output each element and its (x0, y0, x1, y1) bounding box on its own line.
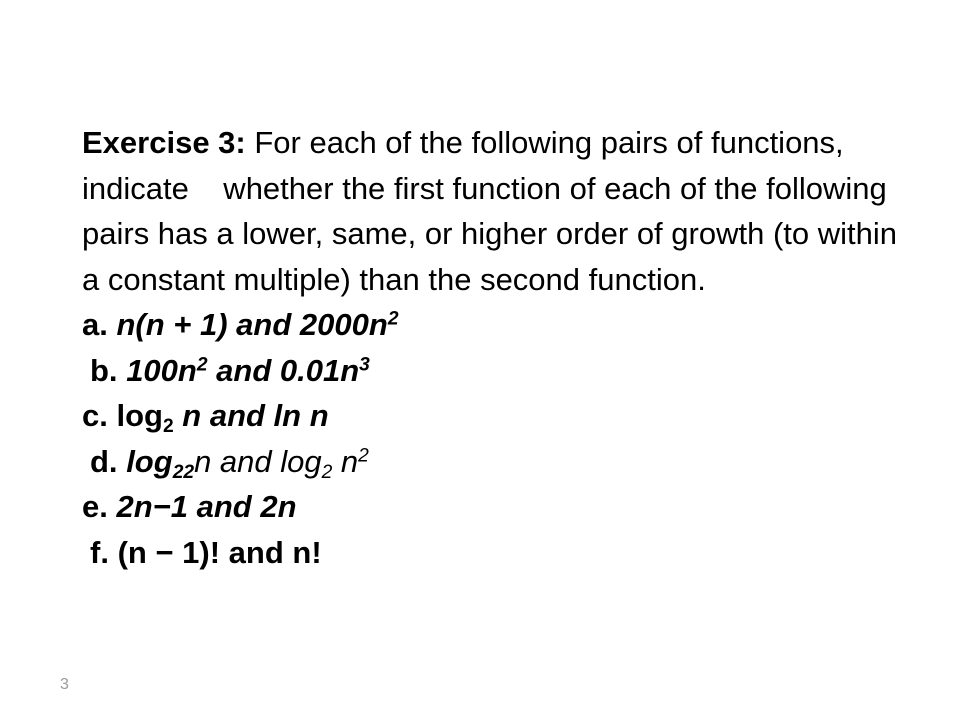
item-b-part1: 100n (126, 352, 197, 388)
item-b-letter: b. (90, 352, 118, 388)
item-a-part1: n(n + 1) and 2000n (116, 307, 388, 342)
item-e-expr: 2n−1 and 2n (116, 489, 297, 524)
item-c (82, 393, 902, 439)
exercise-paragraph (82, 120, 902, 302)
exercise-text: For each of the following pairs of functions, indicate whether the first function of each of the following pairs has a lower, same, or higher order of growth (to within a constant multiple) than the second function. (82, 125, 897, 297)
item-b-sup2: 3 (359, 353, 370, 375)
item-a-sup1: 2 (387, 308, 399, 330)
item-f (82, 530, 902, 576)
item-a (82, 302, 902, 348)
item-e (82, 484, 902, 530)
item-d-sub2: 2 (321, 461, 333, 483)
item-b-sup1: 2 (196, 353, 208, 375)
item-f-expr: (n − 1)! and n! (117, 534, 322, 570)
item-c-part1: log (116, 398, 163, 433)
item-a-letter: a. (82, 307, 108, 342)
item-d-letter: d. (90, 443, 118, 479)
item-a-expr (116, 307, 398, 342)
slide-content (82, 120, 902, 575)
item-f-letter: f. (90, 534, 109, 570)
item-c-sub1: 2 (162, 415, 174, 437)
item-d-sub1: 22 (172, 461, 195, 483)
item-e-letter: e. (82, 489, 108, 524)
item-d-sup3: 2 (358, 444, 369, 466)
exercise-label: Exercise 3: (82, 125, 246, 160)
item-b-part2: and 0.01n (207, 352, 360, 388)
item-d-part1: log (126, 443, 173, 479)
page-number: 3 (60, 676, 69, 693)
item-c-letter: c. (82, 398, 108, 433)
item-d (82, 439, 902, 485)
item-d-part2: n and log (194, 443, 322, 479)
item-d-part3: n (332, 443, 359, 479)
item-b-expr (126, 353, 370, 388)
item-c-part2: n and ln n (173, 398, 329, 433)
item-b (82, 348, 902, 394)
item-d-expr (126, 443, 369, 483)
